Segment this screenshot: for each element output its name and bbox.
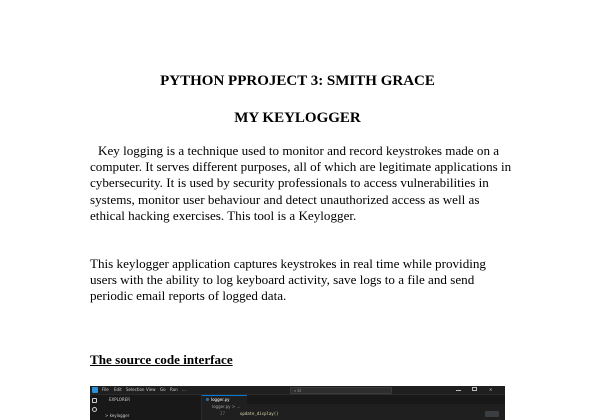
tab-logger-py — [202, 395, 247, 404]
menu-item-more: ... — [182, 387, 186, 392]
tab-label: logger.py — [211, 397, 230, 402]
editor-tabbar — [202, 395, 505, 404]
python-file-icon — [206, 398, 209, 401]
document-title: PYTHON PPROJECT 3: SMITH GRACE — [160, 73, 435, 89]
code-line: update_display() — [240, 411, 279, 416]
explorer-icon — [92, 398, 97, 403]
menu-item-edit: Edit — [114, 387, 122, 392]
breadcrumb-text: logger.py > ... — [212, 404, 241, 409]
close-icon: ✕ — [489, 387, 493, 392]
menu-item-view: View — [146, 387, 156, 392]
maximize-icon — [472, 387, 477, 391]
intro-paragraph: Key logging is a technique used to monitor and record keystrokes made on a computer. It serves different purposes, all of which are legitimate applications in cybersecurity. It is used by security professionals to access vulnerabilities in systems, monitor user behaviour and detect unauthorized access as well as ethical hacking exercises. This tool is a Keylogger. — [90, 143, 512, 223]
line-number: 27 — [220, 411, 226, 416]
section-heading: The source code interface — [90, 352, 233, 367]
minimize-icon — [456, 390, 461, 391]
menu-item-go: Go — [160, 387, 166, 392]
editor-menubar — [90, 386, 505, 395]
code-editor — [202, 410, 505, 420]
search-sidebar-icon — [92, 407, 97, 412]
minimap — [485, 411, 499, 417]
menu-item-run: Run — [170, 387, 178, 392]
command-search-box — [290, 387, 392, 394]
document-subtitle: MY KEYLOGGER — [234, 110, 361, 126]
source-code-screenshot — [90, 386, 505, 420]
menu-item-file: File — [102, 387, 109, 392]
description-paragraph: This keylogger application captures keystrokes in real time while providing users with the ability to log keyboard activity, save logs to a file and send periodic email reports of logged data. — [90, 256, 486, 304]
search-icon: ⌕ kl — [294, 388, 301, 393]
explorer-header: EXPLORER — [109, 397, 130, 402]
menu-item-selection: Selection — [126, 387, 145, 392]
vscode-logo-icon — [92, 387, 98, 393]
activity-bar — [90, 395, 99, 420]
explorer-sidebar — [99, 395, 202, 420]
explorer-folder-item: > keylogger — [105, 413, 130, 418]
